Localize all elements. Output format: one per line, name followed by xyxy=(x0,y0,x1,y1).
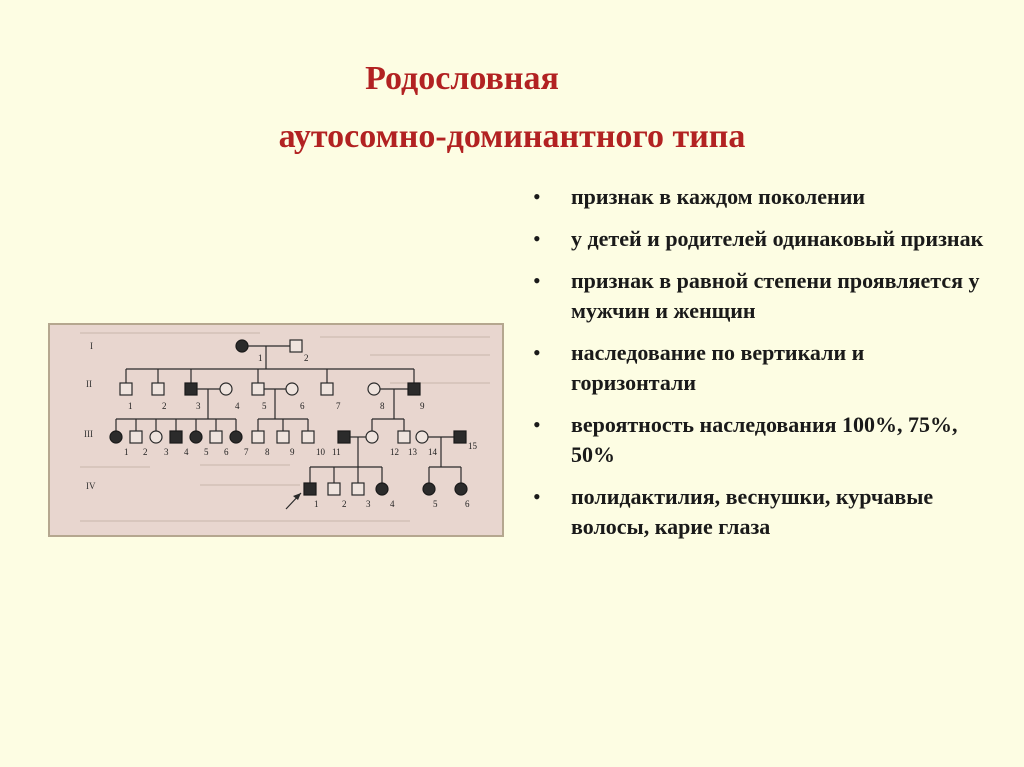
pedigree-chart xyxy=(50,325,502,535)
generation-label: I xyxy=(90,341,93,351)
individual-number: 1 xyxy=(124,447,129,457)
generation-i xyxy=(236,340,309,369)
slide-title-line-1: Родословная xyxy=(365,60,559,97)
individual-number: 4 xyxy=(235,401,240,411)
individual-number: 12 xyxy=(390,447,399,457)
individual-number: 8 xyxy=(265,447,270,457)
unaffected-male xyxy=(130,431,142,443)
generation-label: III xyxy=(84,429,93,439)
individual-number: 9 xyxy=(290,447,295,457)
unaffected-male xyxy=(252,431,264,443)
affected-male xyxy=(408,383,420,395)
affected-female xyxy=(376,483,388,495)
bullet-dot: • xyxy=(533,340,541,365)
affected-male-proband xyxy=(304,483,316,495)
slide-title-line-2: аутосомно-доминантного типа xyxy=(278,118,746,155)
unaffected-male xyxy=(328,483,340,495)
unaffected-male xyxy=(210,431,222,443)
bullet-item xyxy=(533,224,993,254)
individual-number: 4 xyxy=(390,499,395,509)
bullet-item xyxy=(533,482,993,542)
individual-number: 9 xyxy=(420,401,425,411)
affected-female xyxy=(110,431,122,443)
individual-number: 7 xyxy=(244,447,249,457)
bullet-item xyxy=(533,266,993,326)
affected-male xyxy=(170,431,182,443)
unaffected-female xyxy=(150,431,162,443)
unaffected-female xyxy=(366,431,378,443)
individual-number: 1 xyxy=(258,353,263,363)
individual-number: 13 xyxy=(408,447,417,457)
individual-number: 15 xyxy=(468,441,477,451)
bullet-text: признак в каждом поколении xyxy=(571,184,866,209)
bullet-text: наследование по вертикали и горизонтали xyxy=(571,340,865,395)
individual-number: 2 xyxy=(162,401,167,411)
bullet-item xyxy=(533,182,993,212)
unaffected-male xyxy=(398,431,410,443)
slide-title xyxy=(0,50,1024,166)
unaffected-male xyxy=(120,383,132,395)
generation-iv xyxy=(286,483,470,509)
unaffected-male xyxy=(152,383,164,395)
individual-number: 3 xyxy=(196,401,201,411)
individual-number: 11 xyxy=(332,447,341,457)
individual-number: 4 xyxy=(184,447,189,457)
generation-ii xyxy=(120,383,425,411)
individual-number: 6 xyxy=(300,401,305,411)
individual-number: 2 xyxy=(304,353,309,363)
generation-label: IV xyxy=(86,481,96,491)
unaffected-male xyxy=(252,383,264,395)
affected-female xyxy=(190,431,202,443)
pedigree-figure xyxy=(48,323,504,537)
proband-arrow-head xyxy=(293,493,301,500)
affected-female xyxy=(230,431,242,443)
bullet-dot: • xyxy=(533,184,541,209)
affected-female xyxy=(236,340,248,352)
unaffected-male xyxy=(277,431,289,443)
individual-number: 14 xyxy=(428,447,437,457)
individual-number: 5 xyxy=(204,447,209,457)
individual-number: 1 xyxy=(128,401,133,411)
individual-number: 2 xyxy=(342,499,347,509)
unaffected-female xyxy=(220,383,232,395)
unaffected-male xyxy=(302,431,314,443)
individual-number: 10 xyxy=(316,447,325,457)
affected-female xyxy=(423,483,435,495)
individual-number: 5 xyxy=(262,401,267,411)
individual-number: 1 xyxy=(314,499,319,509)
bullet-dot: • xyxy=(533,484,541,509)
generation-label: II xyxy=(86,379,92,389)
unaffected-male xyxy=(321,383,333,395)
unaffected-male xyxy=(290,340,302,352)
bullet-item xyxy=(533,338,993,398)
individual-number: 3 xyxy=(164,447,169,457)
individual-number: 3 xyxy=(366,499,371,509)
bullet-text: полидактилия, веснушки, курчавые волосы, карие глаза xyxy=(571,484,934,539)
individual-number: 7 xyxy=(336,401,341,411)
individual-number: 2 xyxy=(143,447,148,457)
unaffected-female xyxy=(286,383,298,395)
unaffected-male xyxy=(352,483,364,495)
unaffected-female xyxy=(368,383,380,395)
individual-number: 5 xyxy=(433,499,438,509)
affected-female xyxy=(455,483,467,495)
affected-male xyxy=(454,431,466,443)
individual-number: 6 xyxy=(224,447,229,457)
bullet-text: вероятность наследования 100%, 75%, 50% xyxy=(571,412,958,467)
bullet-dot: • xyxy=(533,412,541,437)
unaffected-female xyxy=(416,431,428,443)
affected-male xyxy=(338,431,350,443)
individual-number: 8 xyxy=(380,401,385,411)
bullet-text: у детей и родителей одинаковый признак xyxy=(571,226,984,251)
individual-number: 6 xyxy=(465,499,470,509)
affected-male xyxy=(185,383,197,395)
bullet-dot: • xyxy=(533,226,541,251)
generation-iii xyxy=(110,431,478,457)
bullet-dot: • xyxy=(533,268,541,293)
bullet-list xyxy=(533,182,993,554)
bullet-item xyxy=(533,410,993,470)
bullet-text: признак в равной степени проявляется у мужчин и женщин xyxy=(571,268,980,323)
